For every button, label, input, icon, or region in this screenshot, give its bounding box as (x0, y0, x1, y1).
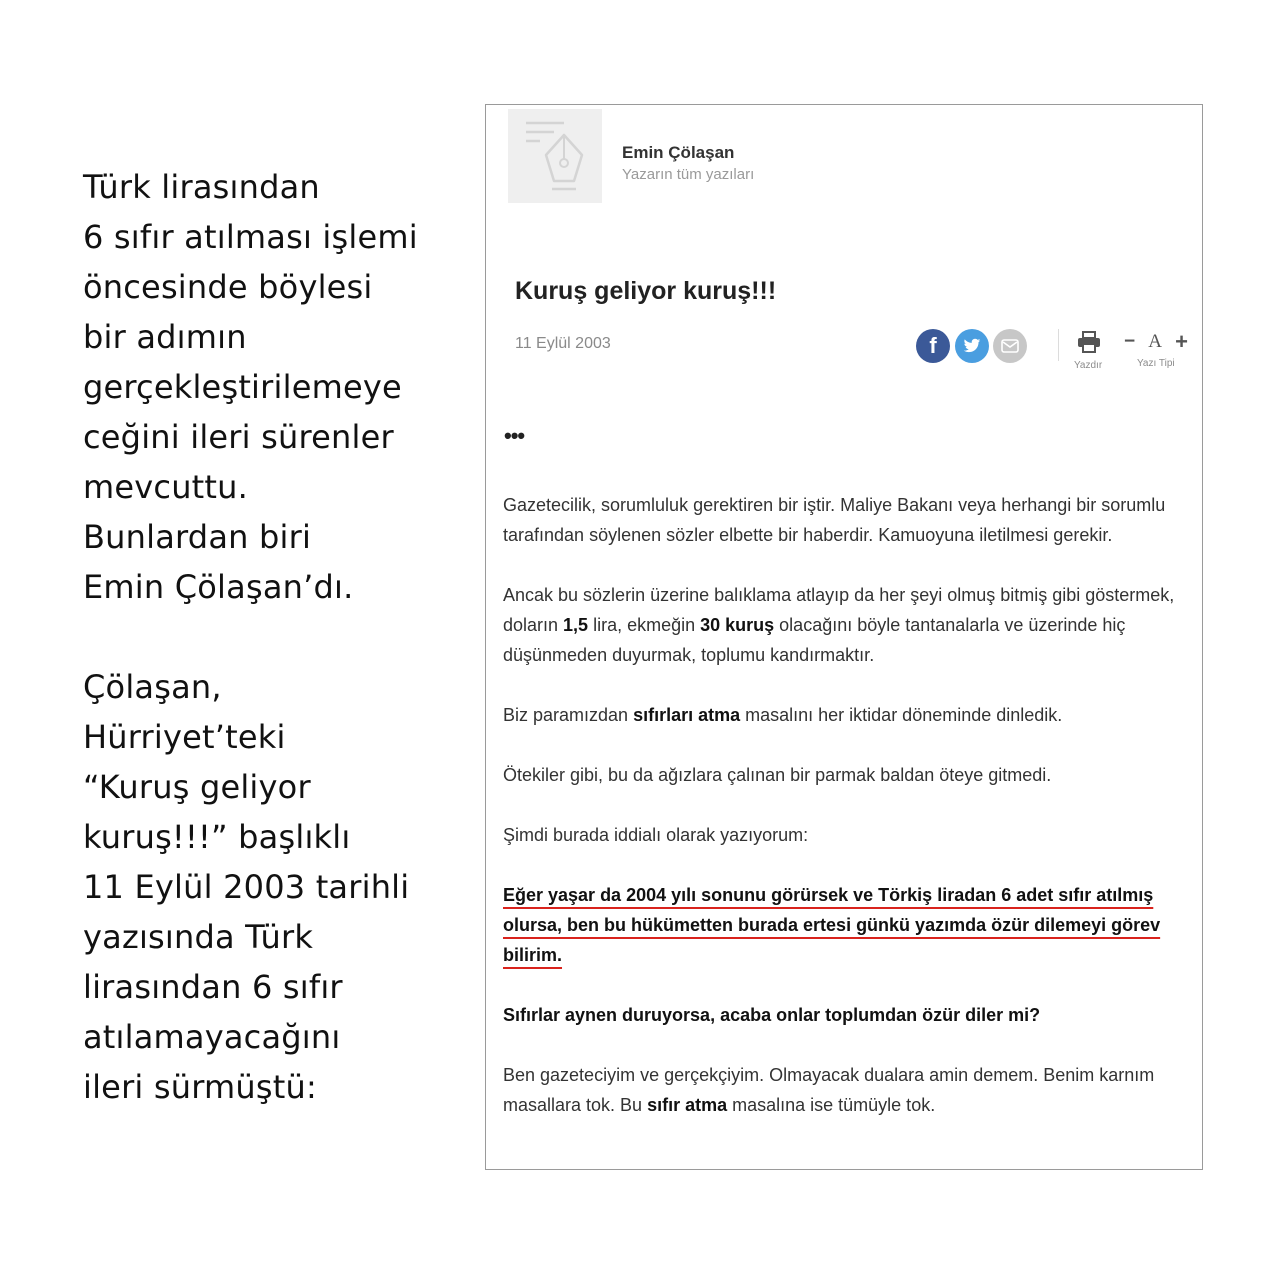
author-all-posts-link[interactable]: Yazarın tüm yazıları (622, 166, 755, 183)
author-avatar[interactable] (508, 109, 602, 203)
caption-line: mevcuttu. (83, 468, 249, 506)
mail-share-button[interactable] (993, 329, 1027, 363)
caption-line: 11 Eylül 2003 tarihli (83, 868, 410, 906)
font-decrease-button[interactable]: − (1124, 331, 1136, 352)
caption-line: Çölaşan, (83, 668, 222, 706)
caption-line: “Kuruş geliyor (83, 768, 311, 806)
caption-line: bir adımın (83, 318, 247, 356)
caption-line: ceğini ileri sürenler (83, 418, 394, 456)
highlighted-claim: Eğer yaşar da 2004 yılı sonunu görürsek ve Törkiş liradan 6 adet sıfır atılmış olursa, ben bu hükümetten burada ertesi günkü yazımda özür dilemeyi görev bilirim. (503, 885, 1161, 965)
caption-line: Türk lirasından (83, 168, 320, 206)
caption-line: lirasından 6 sıfır (83, 968, 343, 1006)
print-button[interactable] (1077, 331, 1101, 358)
caption-line: atılamayacağını (83, 1018, 341, 1056)
caption-line: yazısında Türk (83, 918, 314, 956)
printer-icon (1077, 331, 1101, 353)
caption-line: gerçekleştirilemeye (83, 368, 402, 406)
article-screenshot (485, 104, 1203, 1170)
caption-line: kuruş!!!” başlıklı (83, 818, 351, 856)
caption-line: ileri sürmüştü: (83, 1068, 317, 1106)
paragraph: Ben gazeteciyim ve gerçekçiyim. Olmayacak dualara amin demem. Benim karnım masallara tok. Bu sıfır atma masalına ise tümüyle tok. (503, 1065, 1155, 1115)
paragraph-bold: Sıfırlar aynen duruyorsa, acaba onlar toplumdan özür diler mi? (503, 1005, 1041, 1025)
mail-icon (1001, 339, 1019, 353)
font-increase-button[interactable]: + (1175, 329, 1188, 354)
author-name[interactable]: Emin Çölaşan (622, 143, 735, 162)
paragraph: Ancak bu sözlerin üzerine balıklama atlayıp da her şeyi olmuş bitmiş gibi göstermek, doların 1,5 lira, ekmeğin 30 kuruş olacağını böyle tantanalarla ve üzerinde hiç düşünmeden duyurmak, toplumu kandırmaktır. (503, 585, 1175, 665)
facebook-share-button[interactable] (916, 329, 950, 363)
font-type-label: Yazı Tipi (1137, 358, 1175, 369)
paragraph: Gazetecilik, sorumluluk gerektiren bir iştir. Maliye Bakanı veya herhangi bir sorumlu tarafından söylenen sözler elbette bir haberdir. Kamuoyuna iletilmesi gerekir. (503, 495, 1166, 545)
pen-nib-icon (508, 109, 602, 203)
article-date: 11 Eylül 2003 (515, 335, 611, 352)
font-size-controls (1124, 329, 1188, 355)
caption-gap (83, 612, 463, 662)
caption-line: Bunlardan biri (83, 518, 312, 556)
caption-line: 6 sıfır atılması işlemi (83, 218, 418, 256)
caption-line: Emin Çölaşan’dı. (83, 568, 354, 606)
facebook-icon: f (929, 333, 937, 358)
article-title: Kuruş geliyor kuruş!!! (515, 277, 777, 305)
ellipsis-marker: ••• (504, 423, 525, 448)
paragraph: Ötekiler gibi, bu da ağızlara çalınan bir parmak baldan öteye gitmedi. (503, 765, 1052, 785)
font-type-label-a: A (1148, 331, 1162, 352)
paragraph: Şimdi burada iddialı olarak yazıyorum: (503, 825, 809, 845)
toolbar-divider (1058, 329, 1059, 361)
twitter-icon (963, 338, 981, 354)
twitter-share-button[interactable] (955, 329, 989, 363)
caption-line: öncesinde böylesi (83, 268, 373, 306)
caption-line: Hürriyet’teki (83, 718, 286, 756)
left-caption (83, 162, 463, 1112)
article-body (503, 490, 1198, 1150)
paragraph: Biz paramızdan sıfırları atma masalını her iktidar döneminde dinledik. (503, 705, 1063, 725)
print-label: Yazdır (1074, 360, 1103, 371)
